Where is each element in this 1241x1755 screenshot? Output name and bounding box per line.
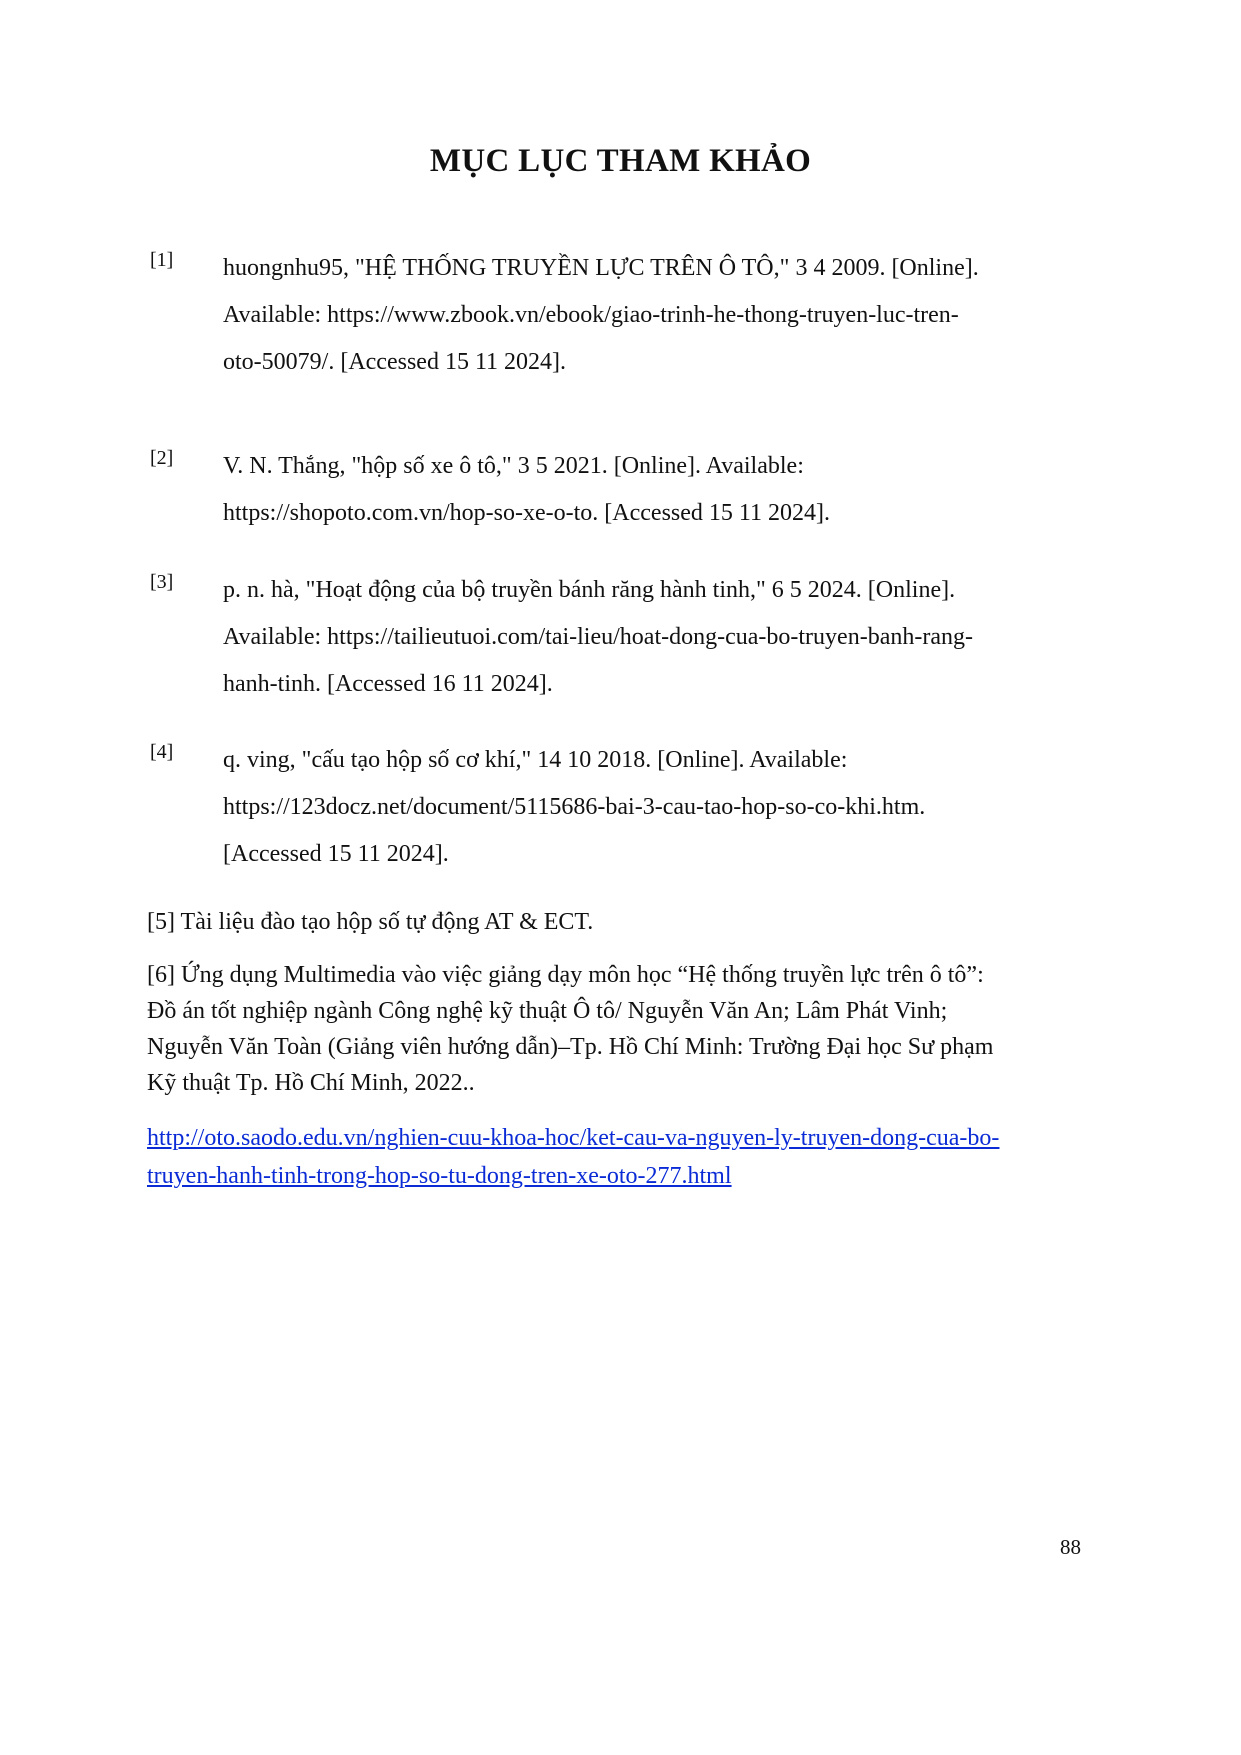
- reference-line: Nguyễn Văn Toàn (Giảng viên hướng dẫn)–Tp. Hồ Chí Minh: Trường Đại học Sư phạm: [147, 1034, 994, 1060]
- reference-line: https://shopoto.com.vn/hop-so-xe-o-to. [Accessed 15 11 2024].: [223, 500, 831, 526]
- reference-number: [4]: [150, 741, 174, 763]
- reference-line: [6] Ứng dụng Multimedia vào việc giảng dạy môn học “Hệ thống truyền lực trên ô tô”:: [147, 962, 984, 988]
- reference-line: huongnhu95, "HỆ THỐNG TRUYỀN LỰC TRÊN Ô TÔ," 3 4 2009. [Online].: [223, 255, 979, 281]
- reference-text: [223, 567, 1103, 708]
- reference-text: [223, 245, 1103, 386]
- reference-line: [5] Tài liệu đào tạo hộp số tự động AT & ECT.: [147, 909, 594, 935]
- page-title: MỤC LỤC THAM KHẢO: [429, 143, 812, 179]
- hyperlink-line[interactable]: http://oto.saodo.edu.vn/nghien-cuu-khoa-hoc/ket-cau-va-nguyen-ly-truyen-dong-cua-bo-: [147, 1125, 1000, 1151]
- reference-line: Kỹ thuật Tp. Hồ Chí Minh, 2022..: [147, 1070, 475, 1096]
- page-number: 88: [1060, 1535, 1081, 1559]
- reference-hyperlink[interactable]: [147, 1119, 1127, 1195]
- reference-item-6: [147, 957, 1127, 1101]
- reference-line: Available: https://www.zbook.vn/ebook/giao-trinh-he-thong-truyen-luc-tren-: [223, 302, 959, 328]
- reference-line: Available: https://tailieutuoi.com/tai-lieu/hoat-dong-cua-bo-truyen-banh-rang-: [223, 624, 973, 650]
- reference-text: [223, 737, 1103, 878]
- reference-line: q. ving, "cấu tạo hộp số cơ khí," 14 10 2018. [Online]. Available:: [223, 747, 848, 773]
- reference-line: https://123docz.net/document/5115686-bai-3-cau-tao-hop-so-co-khi.htm.: [223, 794, 926, 820]
- reference-line: Đồ án tốt nghiệp ngành Công nghệ kỹ thuật Ô tô/ Nguyễn Văn An; Lâm Phát Vinh;: [147, 998, 948, 1024]
- reference-line: p. n. hà, "Hoạt động của bộ truyền bánh răng hành tinh," 6 5 2024. [Online].: [223, 577, 956, 603]
- reference-number: [2]: [150, 447, 174, 469]
- reference-line: V. N. Thắng, "hộp số xe ô tô," 3 5 2021. [Online]. Available:: [223, 453, 804, 479]
- reference-line: hanh-tinh. [Accessed 16 11 2024].: [223, 671, 553, 697]
- reference-item-5: [147, 904, 1127, 940]
- reference-number: [1]: [150, 249, 174, 271]
- reference-number: [3]: [150, 571, 174, 593]
- reference-line: [Accessed 15 11 2024].: [223, 841, 449, 867]
- hyperlink-line[interactable]: truyen-hanh-tinh-trong-hop-so-tu-dong-tren-xe-oto-277.html: [147, 1163, 732, 1189]
- reference-line: oto-50079/. [Accessed 15 11 2024].: [223, 349, 567, 375]
- reference-text: [223, 443, 1103, 537]
